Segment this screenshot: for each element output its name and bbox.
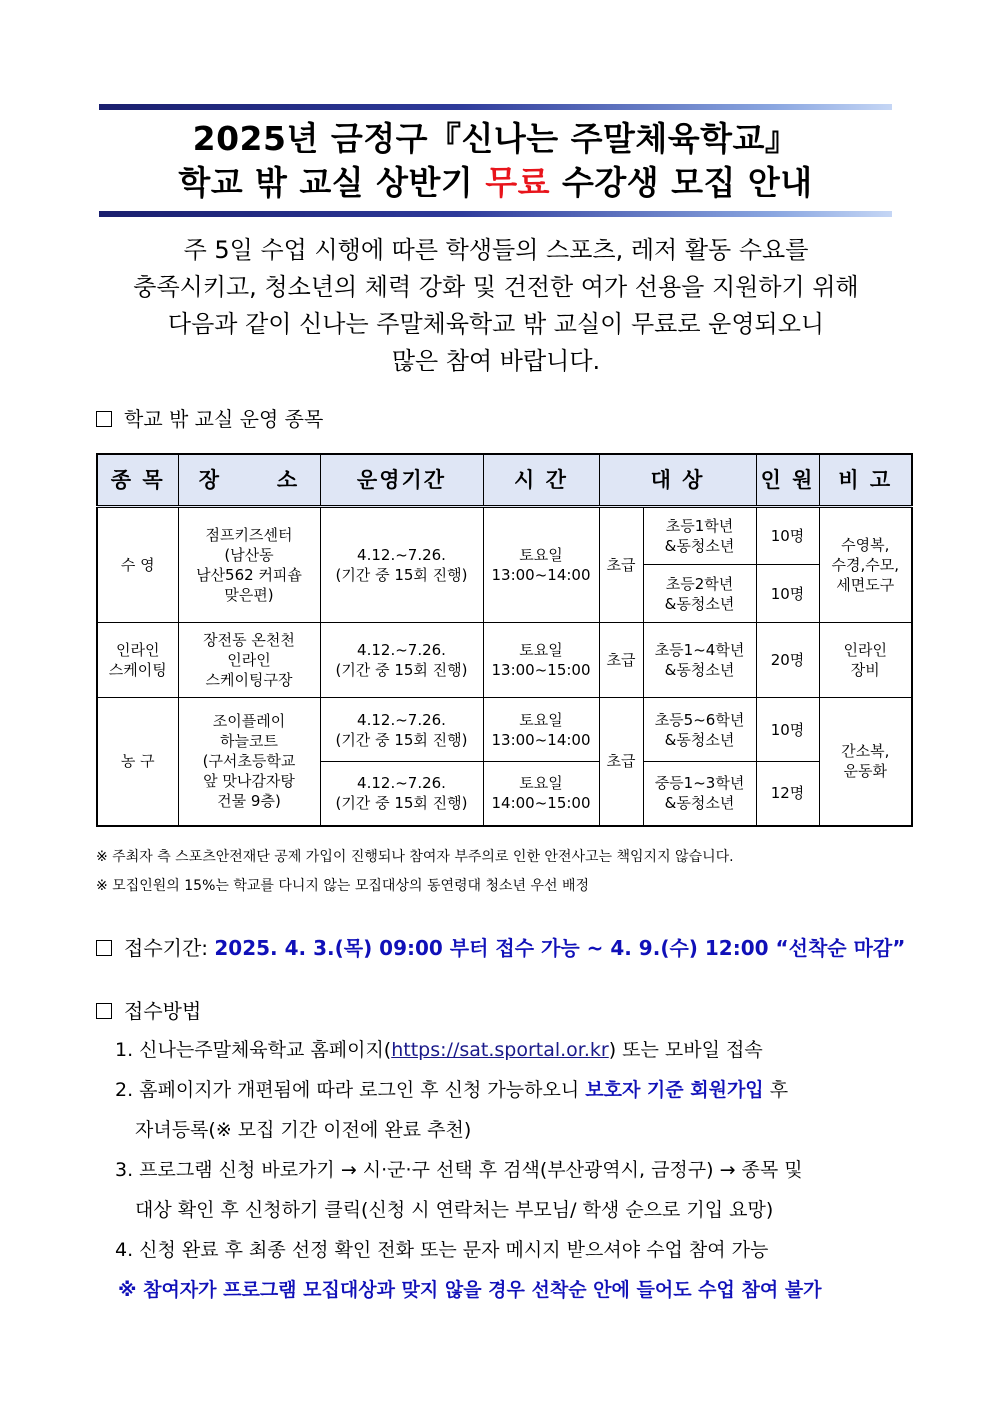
cell-time: 토요일 14:00~15:00 xyxy=(483,762,599,826)
page-title-line1: 2025년 금정구『신나는 주말체육학교』 xyxy=(192,119,799,158)
method-item-3: 3. 프로그램 신청 바로가기 → 시·군·구 선택 후 검색(부산광역시, 금정구) → 종목 및 xyxy=(115,1159,803,1181)
cell-target: 초등2학년 &동청소년 xyxy=(643,565,756,623)
cell-note: 인라인 장비 xyxy=(819,623,912,698)
item-emphasis: 보호자 기준 회원가입 xyxy=(585,1079,764,1101)
footnote: ※ 모집인원의 15%는 학교를 다니지 않는 모집대상의 동연령대 청소년 우선 배정 xyxy=(96,878,590,894)
checkbox-square-icon xyxy=(96,1003,112,1019)
cell-event: 농 구 xyxy=(97,698,178,826)
cell-event: 수 영 xyxy=(97,507,178,623)
cell-period: 4.12.~7.26. (기간 중 15회 진행) xyxy=(320,698,483,762)
cell-count: 10명 xyxy=(756,565,819,623)
cell-period: 4.12.~7.26. (기간 중 15회 진행) xyxy=(320,623,483,698)
cell-count: 10명 xyxy=(756,507,819,565)
item-text: 후 xyxy=(763,1079,789,1101)
method-item-1 xyxy=(115,1036,763,1064)
cell-time: 토요일 13:00~14:00 xyxy=(483,698,599,762)
section-heading-text: 학교 밖 교실 운영 종목 xyxy=(124,407,324,431)
title-top-bar xyxy=(99,104,892,110)
table-row xyxy=(97,623,912,698)
cell-target: 초등5~6학년 &동청소년 xyxy=(643,698,756,762)
cell-place: 점프키즈센터 (남산동 남산562 커피숍 맞은편) xyxy=(178,507,320,623)
checkbox-square-icon xyxy=(96,940,112,956)
cell-period: 4.12.~7.26. (기간 중 15회 진행) xyxy=(320,507,483,623)
method-item-2 xyxy=(115,1076,788,1104)
cell-place: 조이플레이 하늘코트 (구서초등학교 앞 맛나감자탕 건물 9층) xyxy=(178,698,320,826)
table-row xyxy=(97,507,912,565)
cell-period: 4.12.~7.26. (기간 중 15회 진행) xyxy=(320,762,483,826)
table-header-row xyxy=(97,454,912,507)
section-registration-period xyxy=(96,934,905,962)
cell-target: 초등1학년 &동청소년 xyxy=(643,507,756,565)
cell-event: 인라인 스케이팅 xyxy=(97,623,178,698)
section-heading-text: 접수방법 xyxy=(124,999,202,1023)
program-table xyxy=(96,453,913,827)
cell-time: 토요일 13:00~14:00 xyxy=(483,507,599,623)
header-count: 인 원 xyxy=(756,454,819,507)
header-place: 장 소 xyxy=(178,454,320,507)
section-heading-events xyxy=(96,405,323,433)
header-event: 종 목 xyxy=(97,454,178,507)
intro-line: 많은 참여 바랍니다. xyxy=(391,347,601,375)
period-value: 2025. 4. 3.(목) 09:00 부터 접수 가능 ~ 4. 9.(수) 12:00 “선착순 마감” xyxy=(214,936,906,960)
title-bottom-bar xyxy=(99,211,892,217)
method-item-4: 4. 신청 완료 후 최종 선정 확인 전화 또는 문자 메시지 받으셔야 수업 참여 가능 xyxy=(115,1239,769,1261)
cell-level: 초급 xyxy=(599,507,643,623)
intro-line: 충족시키고, 청소년의 체력 강화 및 건전한 여가 선용을 지원하기 위해 xyxy=(133,273,859,301)
checkbox-square-icon xyxy=(96,411,112,427)
cell-note: 간소복, 운동화 xyxy=(819,698,912,826)
footnote: ※ 주최자 측 스포츠안전재단 공제 가입이 진행되나 참여자 부주의로 인한 안전사고는 책임지지 않습니다. xyxy=(96,849,734,865)
cell-count: 12명 xyxy=(756,762,819,826)
header-note: 비 고 xyxy=(819,454,912,507)
header-time: 시 간 xyxy=(483,454,599,507)
homepage-link[interactable]: https://sat.sportal.or.kr xyxy=(391,1039,609,1061)
period-label: 접수기간: xyxy=(124,936,215,960)
cell-target: 중등1~3학년 &동청소년 xyxy=(643,762,756,826)
cell-time: 토요일 13:00~15:00 xyxy=(483,623,599,698)
intro-paragraph xyxy=(60,232,932,380)
title-part: 수강생 모집 안내 xyxy=(550,163,813,202)
cell-count: 20명 xyxy=(756,623,819,698)
title-highlight-free: 무료 xyxy=(485,163,551,202)
section-heading-method xyxy=(96,997,201,1025)
header-period: 운영기간 xyxy=(320,454,483,507)
page-title-line2 xyxy=(99,160,892,206)
method-item-3-cont: 대상 확인 후 신청하기 클릭(신청 시 연락처는 부모님/ 학생 순으로 기입 요망) xyxy=(135,1199,774,1221)
header-target: 대 상 xyxy=(599,454,756,507)
cell-level: 초급 xyxy=(599,623,643,698)
item-text: 2. 홈페이지가 개편됨에 따라 로그인 후 신청 가능하오니 xyxy=(115,1079,586,1101)
method-item-2-cont: 자녀등록(※ 모집 기간 이전에 완료 추천) xyxy=(135,1119,472,1141)
intro-line: 주 5일 수업 시행에 따른 학생들의 스포츠, 레저 활동 수요를 xyxy=(183,236,809,264)
cell-count: 10명 xyxy=(756,698,819,762)
cell-place: 장전동 온천천 인라인 스케이팅구장 xyxy=(178,623,320,698)
warning-note: ※ 참여자가 프로그램 모집대상과 맞지 않을 경우 선착순 안에 들어도 수업 참여 불가 xyxy=(118,1279,822,1301)
item-text: ) 또는 모바일 접속 xyxy=(608,1039,763,1061)
item-text: 1. 신나는주말체육학교 홈페이지( xyxy=(115,1039,392,1061)
intro-line: 다음과 같이 신나는 주말체육학교 밖 교실이 무료로 운영되오니 xyxy=(167,310,825,338)
table-row xyxy=(97,698,912,762)
cell-target: 초등1~4학년 &동청소년 xyxy=(643,623,756,698)
cell-level: 초급 xyxy=(599,698,643,826)
cell-note: 수영복, 수경,수모, 세면도구 xyxy=(819,507,912,623)
title-part: 학교 밖 교실 상반기 xyxy=(178,163,486,202)
